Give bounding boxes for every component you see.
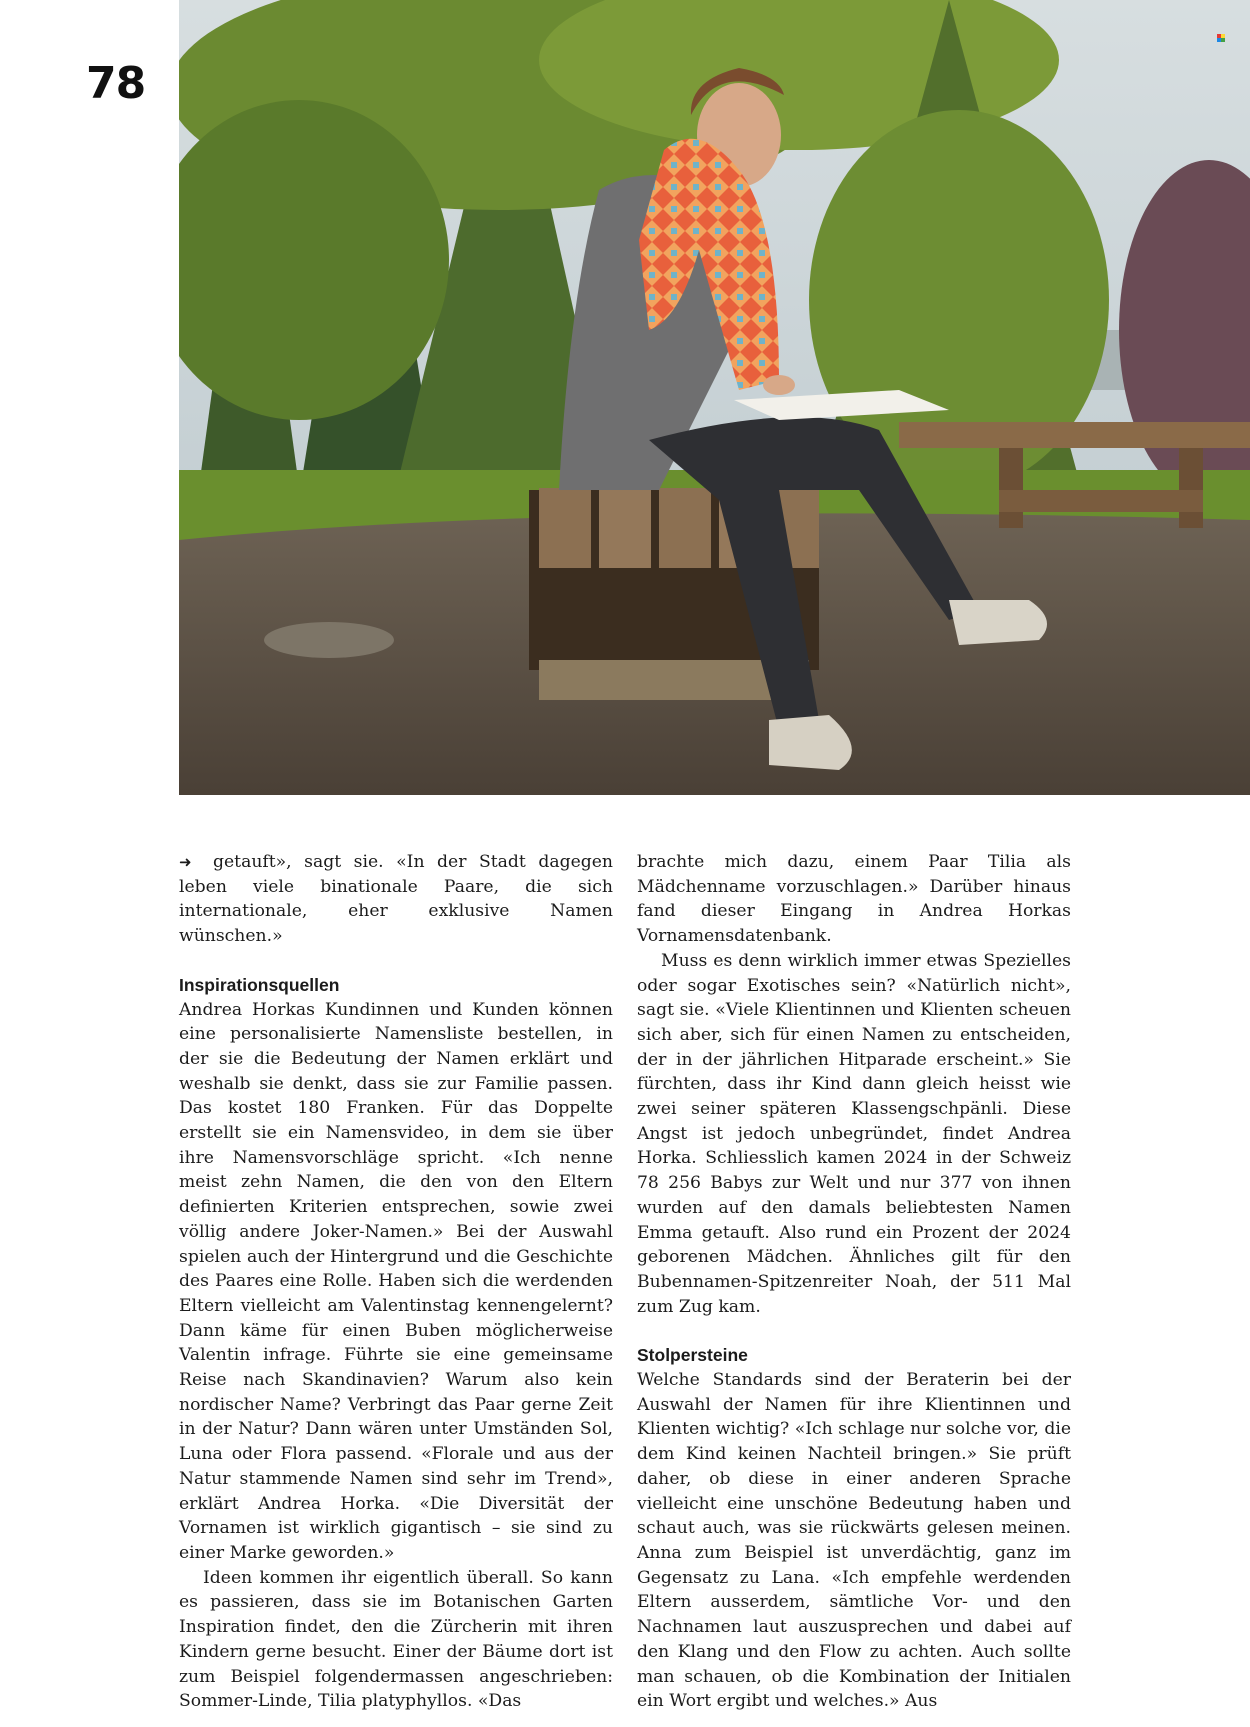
woman-on-bench-photo [179,0,1250,795]
body-paragraph: Ideen kommen ihr eigentlich überall. So kann es passieren, dass sie im Botanischen Garten Inspiration findet, den die Zürcherin mit ihren Kindern gerne besucht. Einer der Bäume dort ist zum Beispiel folgendermassen angeschrieben: Sommer-Linde, Tilia platyphyllos. «Das [179,1567,613,1712]
continuation-arrow-icon: ➜ [179,853,192,871]
section-heading-inspirationsquellen: Inspirationsquellen [179,974,340,995]
body-paragraph: Andrea Horkas Kundinnen und Kunden können eine personalisierte Namensliste bestellen, in der sie die Bedeutung der Namen erklärt und weshalb sie denkt, dass sie zur Familie passen. Das kostet 180 Franken. Für das Doppelte erstellt sie ein Namensvideo, in dem sie über ihre Namensvorschläge spricht. «Ich nenne meist zehn Namen, die den von den Eltern definierten Kriterien entsprechen, sowie zwei völlig andere Joker-Namen.» Bei der Auswahl spielen auch der Hintergrund und die Geschichte des Paares eine Rolle. Haben sich die werdenden Eltern vielleicht am Valentinstag kennengelernt? Dann käme für einen Buben möglicherweise Valentin infrage. Führte sie eine gemeinsame Reise nach Skandinavien? Warum also kein nordischer Name? Verbringt das Paar gerne Zeit in der Natur? Dann wären unter Umständen Sol, Luna oder Flora passend. «Florale und aus der Natur stammende Namen sind sehr im Trend», erklärt Andrea Horka. «Die Diversität der Vornamen ist wirklich gigantisch – sie sind zu einer Marke geworden.» [179,999,613,1563]
article-photo [179,0,1250,795]
print-color-mark [1217,34,1225,42]
intro-paragraph [179,850,613,949]
body-paragraph: Muss es denn wirklich immer etwas Spezielles oder sogar Exotisches sein? «Natürlich nicht», sagt sie. «Viele Klientinnen und Klienten scheuen sich aber, sich für einen Namen zu entscheiden, der in der jährlichen Hitparade erscheint.» Sie fürchten, dass ihr Kind dann gleich heisst wie zwei seiner späteren Klassengschpänli. Diese Angst ist jedoch unbegründet, findet Andrea Horka. Schliesslich kamen 2024 in der Schweiz 78 256 Babys zur Welt und nur 377 von ihnen wurden auf den damals beliebtesten Namen Emma getauft. Also rund ein Prozent der 2024 geborenen Mädchen. Ähnliches gilt für den Bubennamen-Spitzenreiter Noah, der 511 Mal zum Zug kam. [637,950,1071,1317]
article-column-left [179,850,613,1714]
body-paragraph: brachte mich dazu, einem Paar Tilia als Mädchenname vorzuschlagen.» Darüber hinaus fand dieser Eingang in Andrea Horkas Vornamensdatenbank. [637,852,1071,947]
body-paragraph: Welche Standards sind der Beraterin bei der Auswahl der Namen für ihre Klientinnen und Klienten wichtig? «Ich schlage nur solche vor, die dem Kind keinen Nachteil bringen.» Sie prüft daher, ob diese in einer anderen Sprache vielleicht eine unschöne Bedeutung haben und schaut auch, was sie rückwärts gelesen meinen. Anna zum Beispiel ist unverdächtig, ganz im Gegensatz zu Lana. «Ich empfehle werdenden Eltern ausserdem, sämtliche Vor- und den Nachnamen laut auszusprechen und dabei auf den Klang und den Flow zu achten. Auch sollte man schauen, ob die Kombination der Initialen ein Wort ergibt und welches.» Aus [637,1370,1071,1712]
page-number: 78 [86,58,146,109]
article-column-right [637,850,1071,1714]
section-heading-stolpersteine: Stolpersteine [637,1345,748,1366]
intro-text: getauft», sagt sie. «In der Stadt dagegen leben viele binationale Paare, die sich internationale, eher exklusive Namen wünschen.» [179,852,613,947]
